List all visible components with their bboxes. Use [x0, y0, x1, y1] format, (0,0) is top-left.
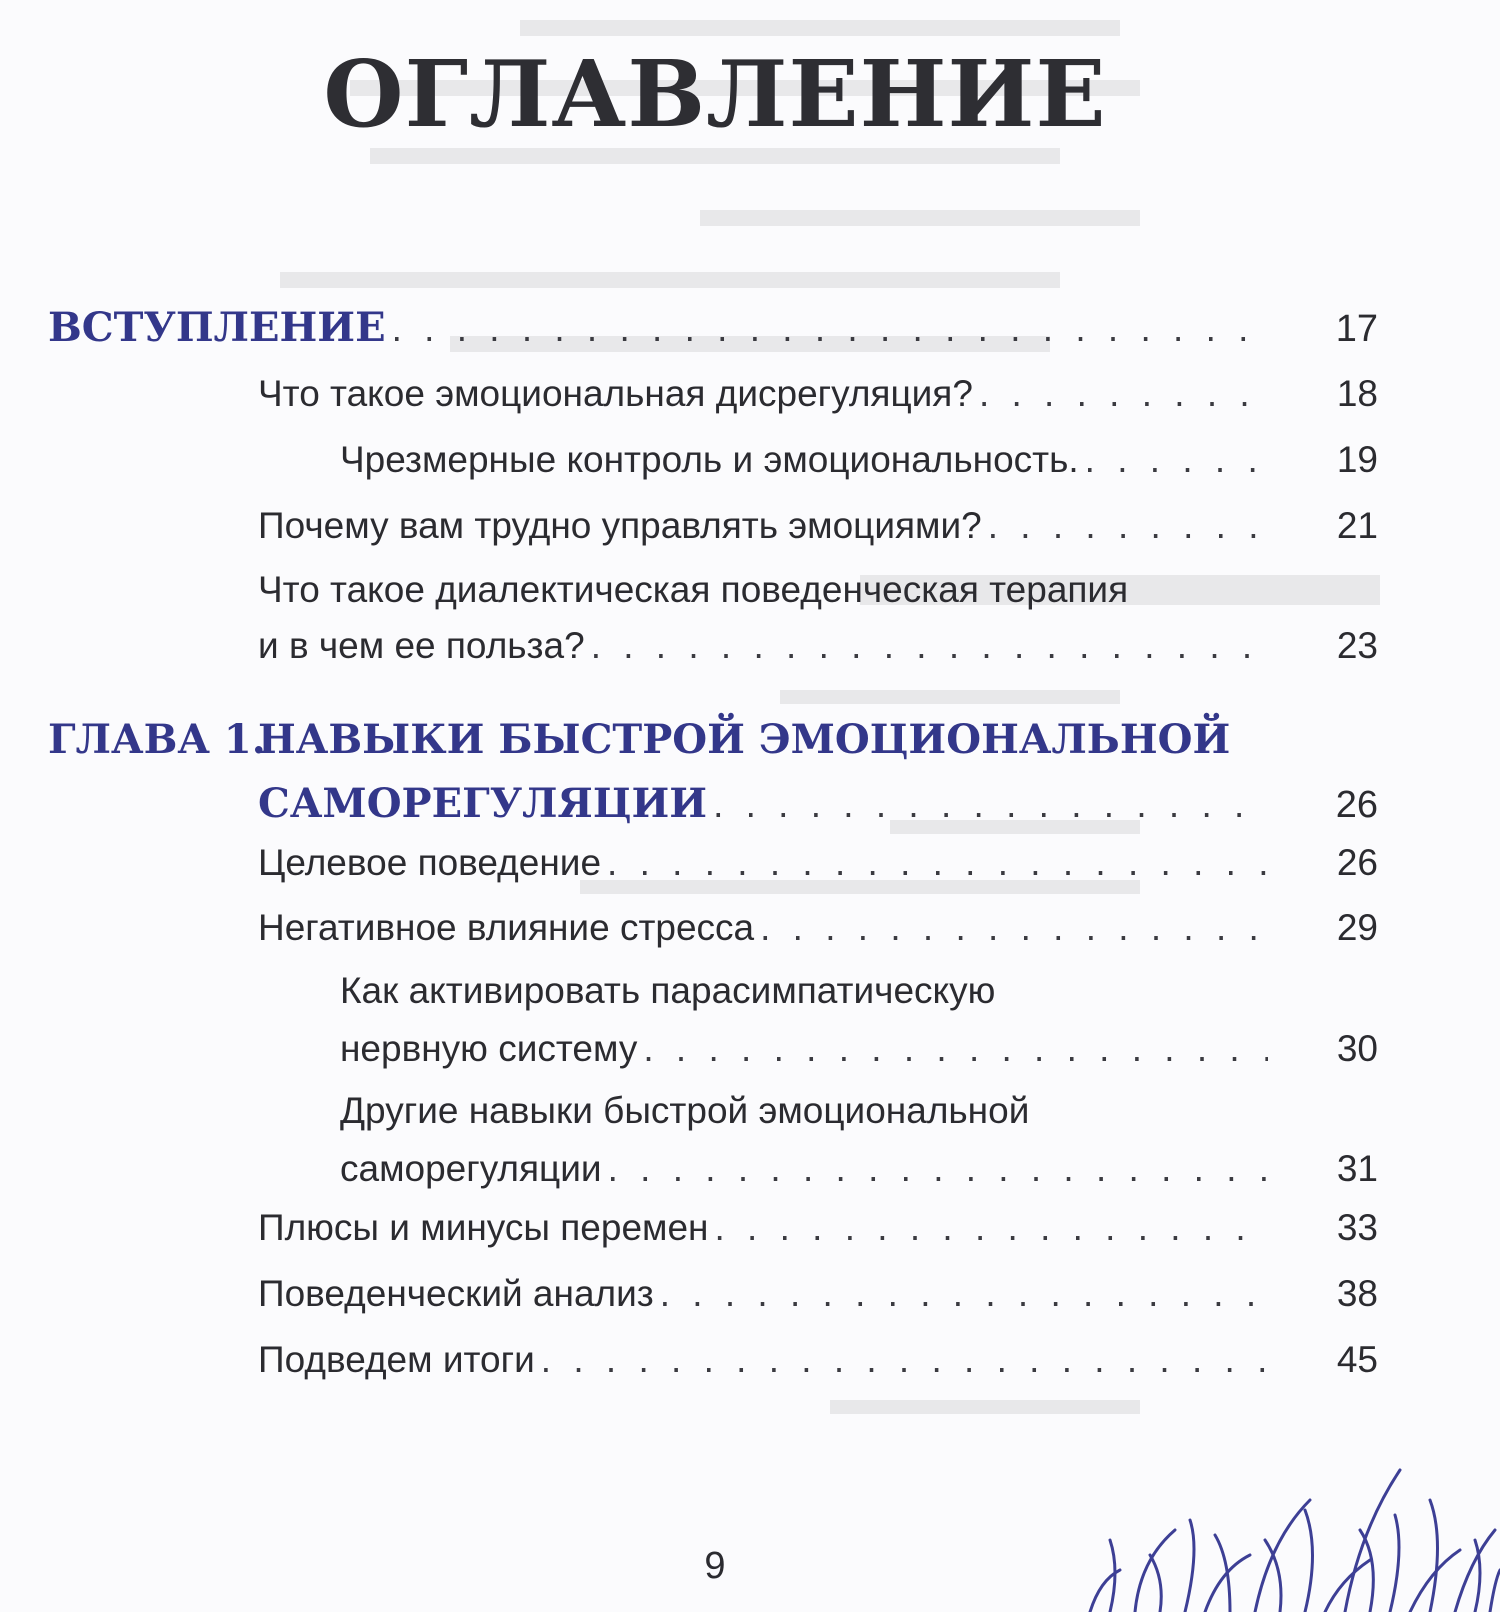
toc-entry-title-line2: саморегуляции — [340, 1148, 602, 1189]
toc-entry-title: Что такое эмоциональная дисрегуляция? — [258, 373, 973, 414]
toc-page-number: 29 — [1336, 907, 1378, 948]
toc-entry-dbt[interactable] — [258, 562, 1378, 674]
page-number: 9 — [704, 1545, 726, 1587]
toc-entry-title: Чрезмерные контроль и эмоциональность. — [340, 439, 1079, 480]
toc-page-number: 17 — [1335, 308, 1378, 350]
toc-page-number: 31 — [1336, 1148, 1378, 1189]
toc-page-number: 26 — [1335, 784, 1378, 826]
dot-leader — [1085, 432, 1268, 488]
toc-entry-title: Негативное влияние стресса — [258, 907, 755, 948]
toc-entry-summary[interactable] — [258, 1332, 1378, 1388]
dot-leader — [608, 1140, 1268, 1198]
toc-entry-title-line1: НАВЫКИ БЫСТРОЙ ЭМОЦИОНАЛЬНОЙ — [258, 716, 1231, 763]
dot-leader — [713, 773, 1268, 837]
toc-entry-title: Плюсы и минусы перемен — [258, 1207, 709, 1248]
toc-entry-title: Почему вам трудно управлять эмоциями? — [258, 505, 982, 546]
toc-entry-title: ВСТУПЛЕНИЕ — [48, 304, 386, 351]
dot-leader — [643, 1020, 1268, 1078]
toc-entry-title-line1: Как активировать парасимпатическую — [340, 970, 996, 1011]
dot-leader — [541, 1332, 1268, 1388]
toc-entry-title-line2: и в чем ее польза? — [258, 625, 585, 666]
dot-leader — [607, 835, 1268, 891]
toc-page-number: 45 — [1336, 1339, 1378, 1380]
toc-page-number: 26 — [1336, 842, 1378, 883]
toc-entry-chapter-1[interactable] — [48, 708, 1378, 837]
toc-entry-stress[interactable] — [258, 900, 1378, 956]
toc-page-number: 21 — [1336, 505, 1378, 546]
chapter-label: ГЛАВА 1. — [48, 716, 266, 763]
dot-leader — [591, 618, 1268, 674]
toc-entry-title: Целевое поведение — [258, 842, 602, 883]
toc-entry-emotional-dysregulation[interactable] — [258, 366, 1378, 422]
dot-leader — [392, 301, 1268, 357]
toc-page-number: 23 — [1336, 625, 1378, 666]
toc-page-number: 30 — [1336, 1028, 1378, 1069]
toc-entry-title-line2: нервную систему — [340, 1028, 638, 1069]
toc-page-number: 19 — [1336, 439, 1378, 480]
toc-entry-introduction[interactable] — [48, 300, 1378, 357]
toc-page-number: 38 — [1336, 1273, 1378, 1314]
toc-entry-other-skills[interactable] — [340, 1082, 1378, 1198]
toc-page-number: 33 — [1336, 1207, 1378, 1248]
toc-entry-title: Поведенческий анализ — [258, 1273, 654, 1314]
dot-leader — [714, 1200, 1268, 1256]
toc-entry-behavior-analysis[interactable] — [258, 1266, 1378, 1322]
toc-entry-title-line2: САМОРЕГУЛЯЦИИ — [258, 780, 708, 827]
page-title: ОГЛАВЛЕНИЕ — [323, 40, 1107, 148]
toc-entry-pros-cons[interactable] — [258, 1200, 1378, 1256]
toc-entry-title-line1: Что такое диалектическая поведенческая терапия — [258, 569, 1129, 610]
toc-entry-why-hard[interactable] — [258, 498, 1378, 554]
toc-entry-excessive-control[interactable] — [340, 432, 1378, 488]
dot-leader — [760, 900, 1268, 956]
dot-leader — [979, 366, 1268, 422]
dot-leader — [660, 1266, 1268, 1322]
toc-entry-title: Подведем итоги — [258, 1339, 535, 1380]
toc-page-number: 18 — [1336, 373, 1378, 414]
toc-entry-target-behavior[interactable] — [258, 835, 1378, 891]
grass-illustration — [1080, 1460, 1500, 1612]
toc-entry-parasympathetic[interactable] — [340, 962, 1378, 1078]
dot-leader — [988, 498, 1268, 554]
toc-entry-title-line1: Другие навыки быстрой эмоциональной — [340, 1090, 1030, 1131]
